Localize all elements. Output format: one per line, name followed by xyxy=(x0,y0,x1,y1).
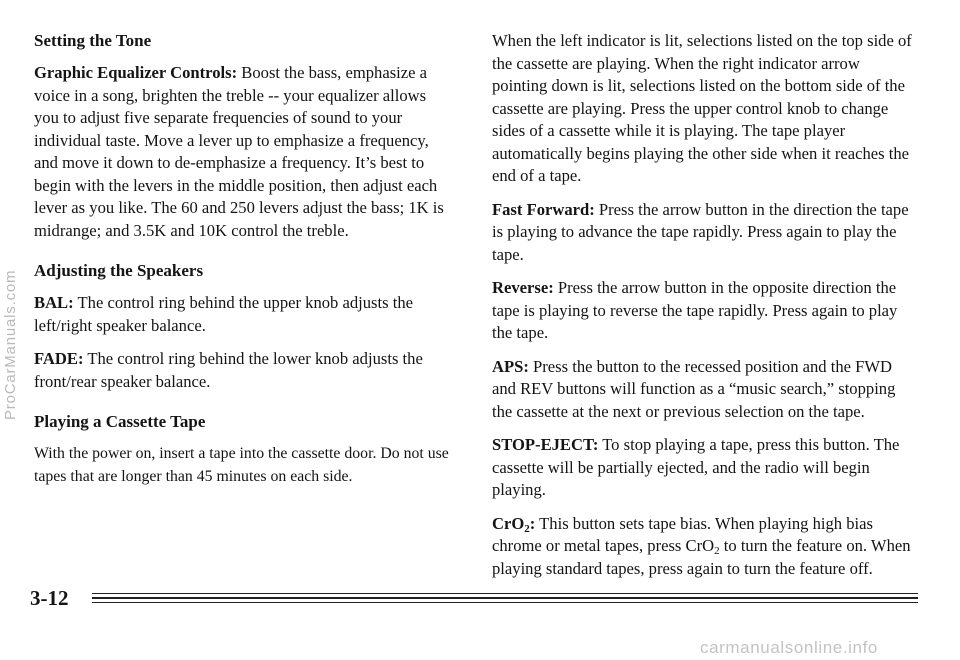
text-aps: Press the button to the recessed position and the FWD and REV buttons will function as a “music search,” stopping the cassette at the next or previous selection on the tape. xyxy=(492,356,896,421)
paragraph-cro2 xyxy=(492,513,912,581)
page-number: 3-12 xyxy=(30,586,69,610)
text-cro2-part1: This button sets tape bias. When playing high bias chrome or metal tapes, press CrO xyxy=(492,513,873,555)
paragraph-cassette-insert: With the power on, insert a tape into the cassette door. Do not use tapes that are longer than 45 minutes on each side. xyxy=(34,445,449,485)
label-cro2-colon: : xyxy=(529,513,536,533)
right-column xyxy=(492,30,912,591)
label-cro2-subscript: 2 xyxy=(524,522,530,535)
paragraph-indicator: When the left indicator is lit, selections listed on the top side of the cassette are playing. When the right indicator arrow pointing down is lit, selections listed on the bottom side of the cassette are playing. Press the upper control knob to change sides of a cassette while it is playing. The tape player automatically begins playing the other side when it reaches the end of a tape. xyxy=(492,31,912,185)
bottom-watermark: carmanualsonline.info xyxy=(700,638,878,657)
label-reverse: Reverse: xyxy=(492,278,554,297)
section-heading-setting-tone: Setting the Tone xyxy=(34,31,152,50)
paragraph-bal xyxy=(34,292,454,337)
footer-rule-middle xyxy=(92,597,918,599)
label-bal: BAL: xyxy=(34,293,74,312)
paragraph-stop-eject xyxy=(492,434,912,502)
label-graphic-equalizer: Graphic Equalizer Controls: xyxy=(34,63,238,82)
label-stop-eject: STOP-EJECT: xyxy=(492,435,599,454)
section-heading-playing-cassette: Playing a Cassette Tape xyxy=(34,412,206,431)
paragraph-fast-forward xyxy=(492,199,912,267)
footer-rule-top xyxy=(92,593,918,594)
text-cro2-subscript: 2 xyxy=(714,545,720,557)
side-watermark: ProCarManuals.com xyxy=(2,269,19,420)
footer-rule-bottom xyxy=(92,602,918,603)
label-fade: FADE: xyxy=(34,349,84,368)
paragraph-fade xyxy=(34,348,454,393)
text-fast-forward: Press the arrow button in the direction the tape is playing to advance the tape rapidly. Press again to play the tape. xyxy=(492,199,909,264)
left-column xyxy=(34,30,454,499)
text-stop-eject: To stop playing a tape, press this button. The cassette will be partially ejected, and the radio will begin playing. xyxy=(492,435,900,499)
text-cro2-part2: to turn the feature on. When playing standard tapes, press again to turn the feature off. xyxy=(492,536,911,578)
label-aps: APS: xyxy=(492,356,529,376)
text-fade: The control ring behind the lower knob adjusts the front/rear speaker balance. xyxy=(34,349,423,391)
label-cro2 xyxy=(492,514,535,533)
label-fast-forward: Fast Forward: xyxy=(492,199,595,219)
text-bal: The control ring behind the upper knob adjusts the left/right speaker balance. xyxy=(34,293,414,335)
label-cro2-main: CrO xyxy=(492,513,525,533)
text-graphic-equalizer: Boost the bass, emphasize a voice in a song, brighten the treble -- your equalizer allows you to adjust five separate frequencies of sound to your individual taste. Move a lever up to emphasize a frequency, and move it down to de-emphasize a frequency. It’s best to begin with the levers in the middle position, then adjust each lever as you like. The 60 and 250 levers adjust the bass; 1K is midrange; and 3.5K and 10K control the treble. xyxy=(34,63,444,240)
paragraph-reverse xyxy=(492,277,912,345)
section-heading-adjusting-speakers: Adjusting the Speakers xyxy=(34,261,204,280)
paragraph-graphic-equalizer xyxy=(34,62,454,242)
text-reverse: Press the arrow button in the opposite direction the tape is playing to reverse the tape rapidly. Press again to play the tape. xyxy=(492,278,898,342)
paragraph-aps xyxy=(492,356,912,424)
page-footer xyxy=(30,586,918,610)
